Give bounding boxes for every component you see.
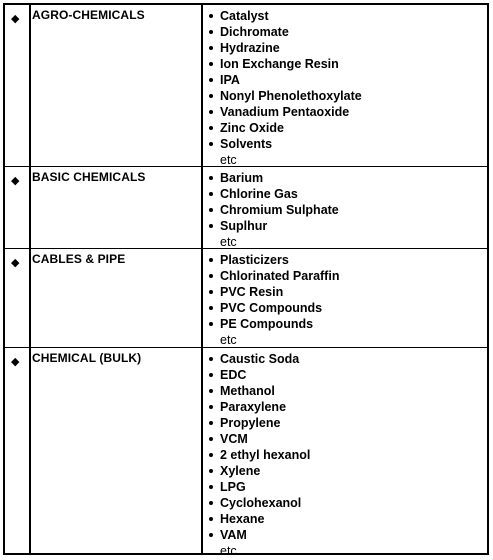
diamond-bullet-icon: ◆ (11, 356, 20, 368)
bullet-dot-icon (209, 517, 213, 521)
bullet-dot-icon (209, 62, 213, 66)
list-item: Chromium Sulphate (203, 202, 339, 218)
row-marker-cell (5, 167, 31, 249)
category-cell (31, 5, 203, 166)
items-cell (203, 348, 487, 558)
bullet-dot-icon (209, 501, 213, 505)
list-item: Solvents (203, 136, 362, 152)
table-row-chemical-bulk (5, 347, 487, 558)
bullet-dot-icon (209, 224, 213, 228)
list-item: Ion Exchange Resin (203, 56, 362, 72)
list-item: Nonyl Phenolethoxylate (203, 88, 362, 104)
bullet-dot-icon (209, 110, 213, 114)
list-item: PVC Resin (203, 284, 339, 300)
list-item: Hexane (203, 511, 310, 527)
list-item: LPG (203, 479, 310, 495)
list-item: Cyclohexanol (203, 495, 310, 511)
etc-label: etc (220, 333, 237, 347)
bullet-dot-icon (209, 142, 213, 146)
bullet-dot-icon (209, 258, 213, 262)
category-label: CHEMICAL (BULK) (32, 351, 142, 365)
category-cell (31, 249, 203, 348)
category-cell (31, 167, 203, 249)
list-item: Catalyst (203, 8, 362, 24)
list-item: Caustic Soda (203, 351, 310, 367)
item-list (203, 8, 362, 168)
bullet-dot-icon (209, 485, 213, 489)
list-item: Chlorine Gas (203, 186, 339, 202)
category-label: BASIC CHEMICALS (32, 170, 146, 184)
category-cell (31, 348, 203, 554)
list-item: Methanol (203, 383, 310, 399)
list-item: PVC Compounds (203, 300, 339, 316)
bullet-dot-icon (209, 453, 213, 457)
bullet-dot-icon (209, 322, 213, 326)
list-item: Vanadium Pentaoxide (203, 104, 362, 120)
list-item: VAM (203, 527, 310, 543)
list-item: Hydrazine (203, 40, 362, 56)
category-label: CABLES & PIPE (32, 252, 126, 266)
list-item: Propylene (203, 415, 310, 431)
bullet-dot-icon (209, 274, 213, 278)
item-list (203, 252, 339, 348)
bullet-dot-icon (209, 306, 213, 310)
list-item: Chlorinated Paraffin (203, 268, 339, 284)
list-item: Zinc Oxide (203, 120, 362, 136)
diamond-bullet-icon: ◆ (11, 257, 20, 269)
bullet-dot-icon (209, 469, 213, 473)
row-marker-cell (5, 348, 31, 554)
etc-label: etc (220, 235, 237, 249)
table-row-basic-chemicals (5, 166, 487, 249)
bullet-dot-icon (209, 176, 213, 180)
list-item: VCM (203, 431, 310, 447)
list-item: Xylene (203, 463, 310, 479)
diamond-bullet-icon: ◆ (11, 13, 20, 25)
bullet-dot-icon (209, 208, 213, 212)
items-cell (203, 167, 487, 249)
bullet-dot-icon (209, 357, 213, 361)
list-item: EDC (203, 367, 310, 383)
bullet-dot-icon (209, 30, 213, 34)
list-item: Barium (203, 170, 339, 186)
bullet-dot-icon (209, 46, 213, 50)
list-item: Dichromate (203, 24, 362, 40)
list-item: Paraxylene (203, 399, 310, 415)
bullet-dot-icon (209, 290, 213, 294)
table-row-cables-pipe (5, 248, 487, 348)
bullet-dot-icon (209, 421, 213, 425)
item-list (203, 170, 339, 250)
chemicals-table (3, 3, 489, 558)
bullet-dot-icon (209, 533, 213, 537)
items-cell (203, 5, 487, 166)
list-item: IPA (203, 72, 362, 88)
items-cell (203, 249, 487, 348)
category-label: AGRO-CHEMICALS (32, 8, 145, 22)
bullet-dot-icon (209, 192, 213, 196)
bullet-dot-icon (209, 373, 213, 377)
etc-label: etc (220, 153, 237, 167)
bullet-dot-icon (209, 14, 213, 18)
bullet-dot-icon (209, 389, 213, 393)
item-list (203, 351, 310, 559)
list-item: Plasticizers (203, 252, 339, 268)
row-marker-cell (5, 249, 31, 348)
bullet-dot-icon (209, 126, 213, 130)
list-item: PE Compounds (203, 316, 339, 332)
list-item: Suplhur (203, 218, 339, 234)
diamond-bullet-icon: ◆ (11, 175, 20, 187)
bullet-dot-icon (209, 405, 213, 409)
list-item: 2 ethyl hexanol (203, 447, 310, 463)
row-marker-cell (5, 5, 31, 166)
bullet-dot-icon (209, 78, 213, 82)
table-row-agro-chemicals (5, 5, 487, 166)
etc-label: etc (220, 544, 237, 558)
bullet-dot-icon (209, 437, 213, 441)
bullet-dot-icon (209, 94, 213, 98)
